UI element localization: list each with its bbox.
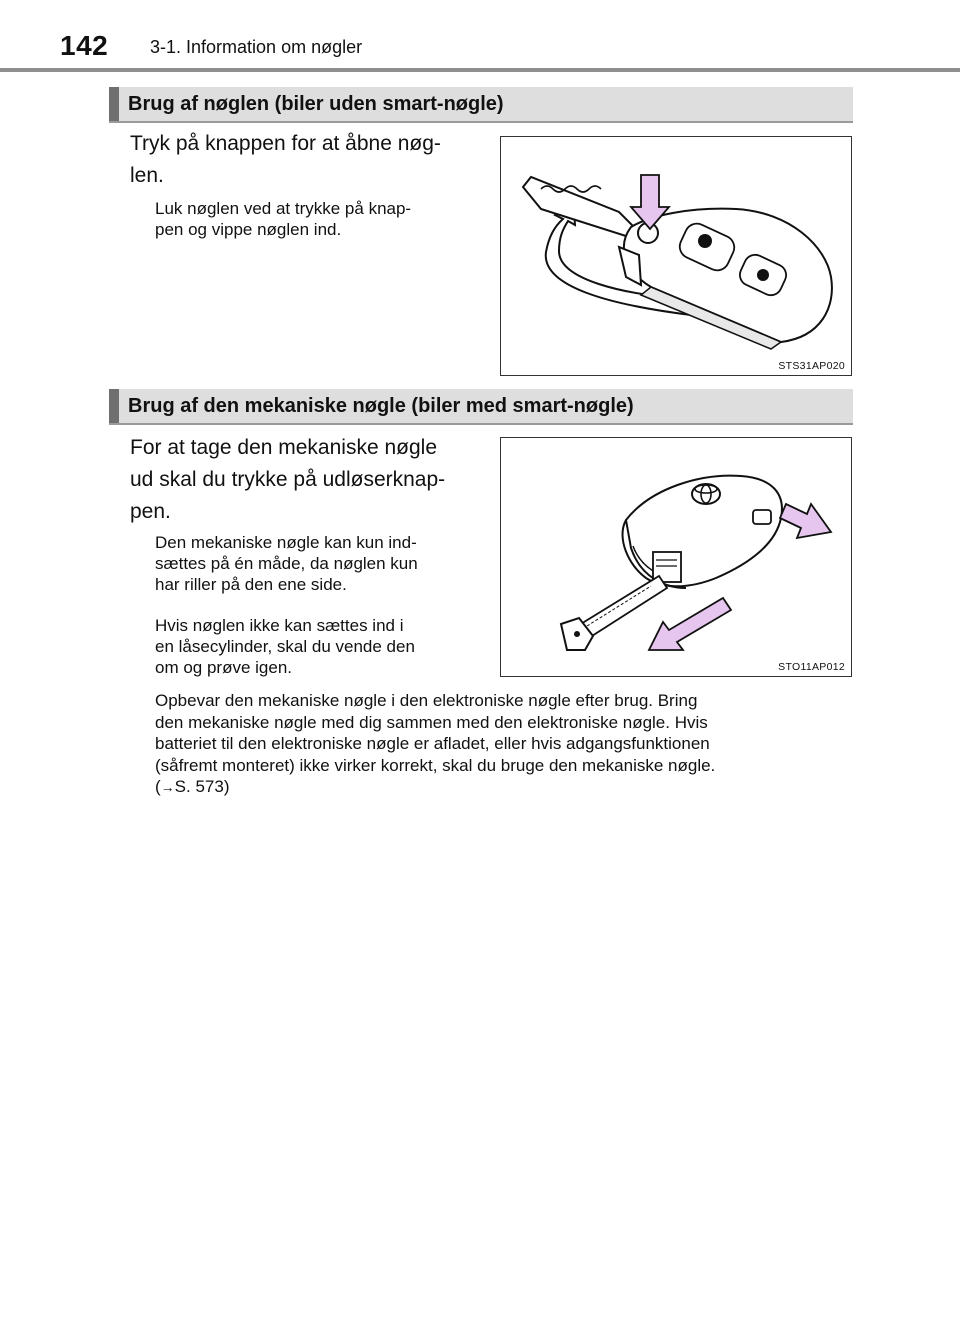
lead-line: ud skal du trykke på udløserknap- — [130, 468, 446, 491]
section2-note-cylinder — [155, 615, 485, 678]
note-line: en låsecylinder, skal du vende den — [155, 637, 415, 656]
note-line: (såfremt monteret) ikke virker korrekt, skal du bruge den mekaniske nøgle. — [155, 755, 716, 775]
lead-line: pen. — [130, 500, 171, 523]
unlock-button-icon — [698, 234, 712, 248]
page-number: 142 — [60, 30, 109, 61]
header-rule — [0, 68, 960, 72]
section2-note-insert — [155, 532, 485, 595]
section-heading-mechanical-key: Brug af den mekaniske nøgle (biler med smart-nøgle) — [109, 389, 853, 423]
release-button-icon — [753, 510, 771, 524]
note-line: batteriet til den elektroniske nøgle er afladet, eller hvis adgangsfunktionen — [155, 734, 710, 753]
section1-lead — [130, 128, 490, 192]
page-reference[interactable]: (→S. 573) — [155, 777, 230, 796]
figure-smart-key — [500, 437, 852, 677]
key-blade-icon — [523, 177, 636, 237]
note-line: den mekaniske nøgle med dig sammen med den elektroniske nøgle. Hvis — [155, 712, 708, 732]
section-heading-key: Brug af nøglen (biler uden smart-nøgle) — [109, 87, 853, 121]
lead-line: len. — [130, 164, 164, 187]
note-line: har riller på den ene side. — [155, 575, 347, 594]
pull-arrow-icon — [649, 598, 731, 650]
chapter-title: 3-1. Information om nøgler — [150, 37, 363, 57]
note-line: pen og vippe nøglen ind. — [155, 220, 342, 239]
lock-button-icon — [757, 269, 769, 281]
heading-underline — [109, 121, 853, 123]
note-line: om og prøve igen. — [155, 658, 293, 677]
press-arrow-icon — [780, 504, 831, 538]
note-line: sættes på én måde, da nøglen kun — [155, 554, 418, 573]
section2-wide-note — [155, 690, 852, 799]
lead-line: For at tage den mekaniske nøgle — [130, 436, 438, 459]
reference-arrow-icon: → — [160, 779, 175, 795]
figure-code: STS31AP020 — [778, 360, 845, 372]
heading-underline — [109, 423, 853, 425]
section2-lead — [130, 432, 490, 528]
note-line: Opbevar den mekaniske nøgle i den elektroniske nøgle efter brug. Bring — [155, 691, 698, 710]
figure-code: STO11AP012 — [778, 661, 845, 673]
section1-note — [155, 198, 485, 240]
lead-line: Tryk på knappen for at åbne nøg- — [130, 132, 441, 155]
smart-key-illustration — [501, 438, 852, 677]
reference-page: S. 573) — [174, 777, 230, 796]
page-header — [0, 0, 960, 74]
flip-key-illustration — [501, 137, 852, 376]
note-line: Luk nøglen ved at trykke på knap- — [155, 199, 412, 218]
note-line: Hvis nøglen ikke kan sættes ind i — [155, 616, 404, 635]
note-line: Den mekaniske nøgle kan kun ind- — [155, 533, 417, 552]
figure-flip-key — [500, 136, 852, 376]
